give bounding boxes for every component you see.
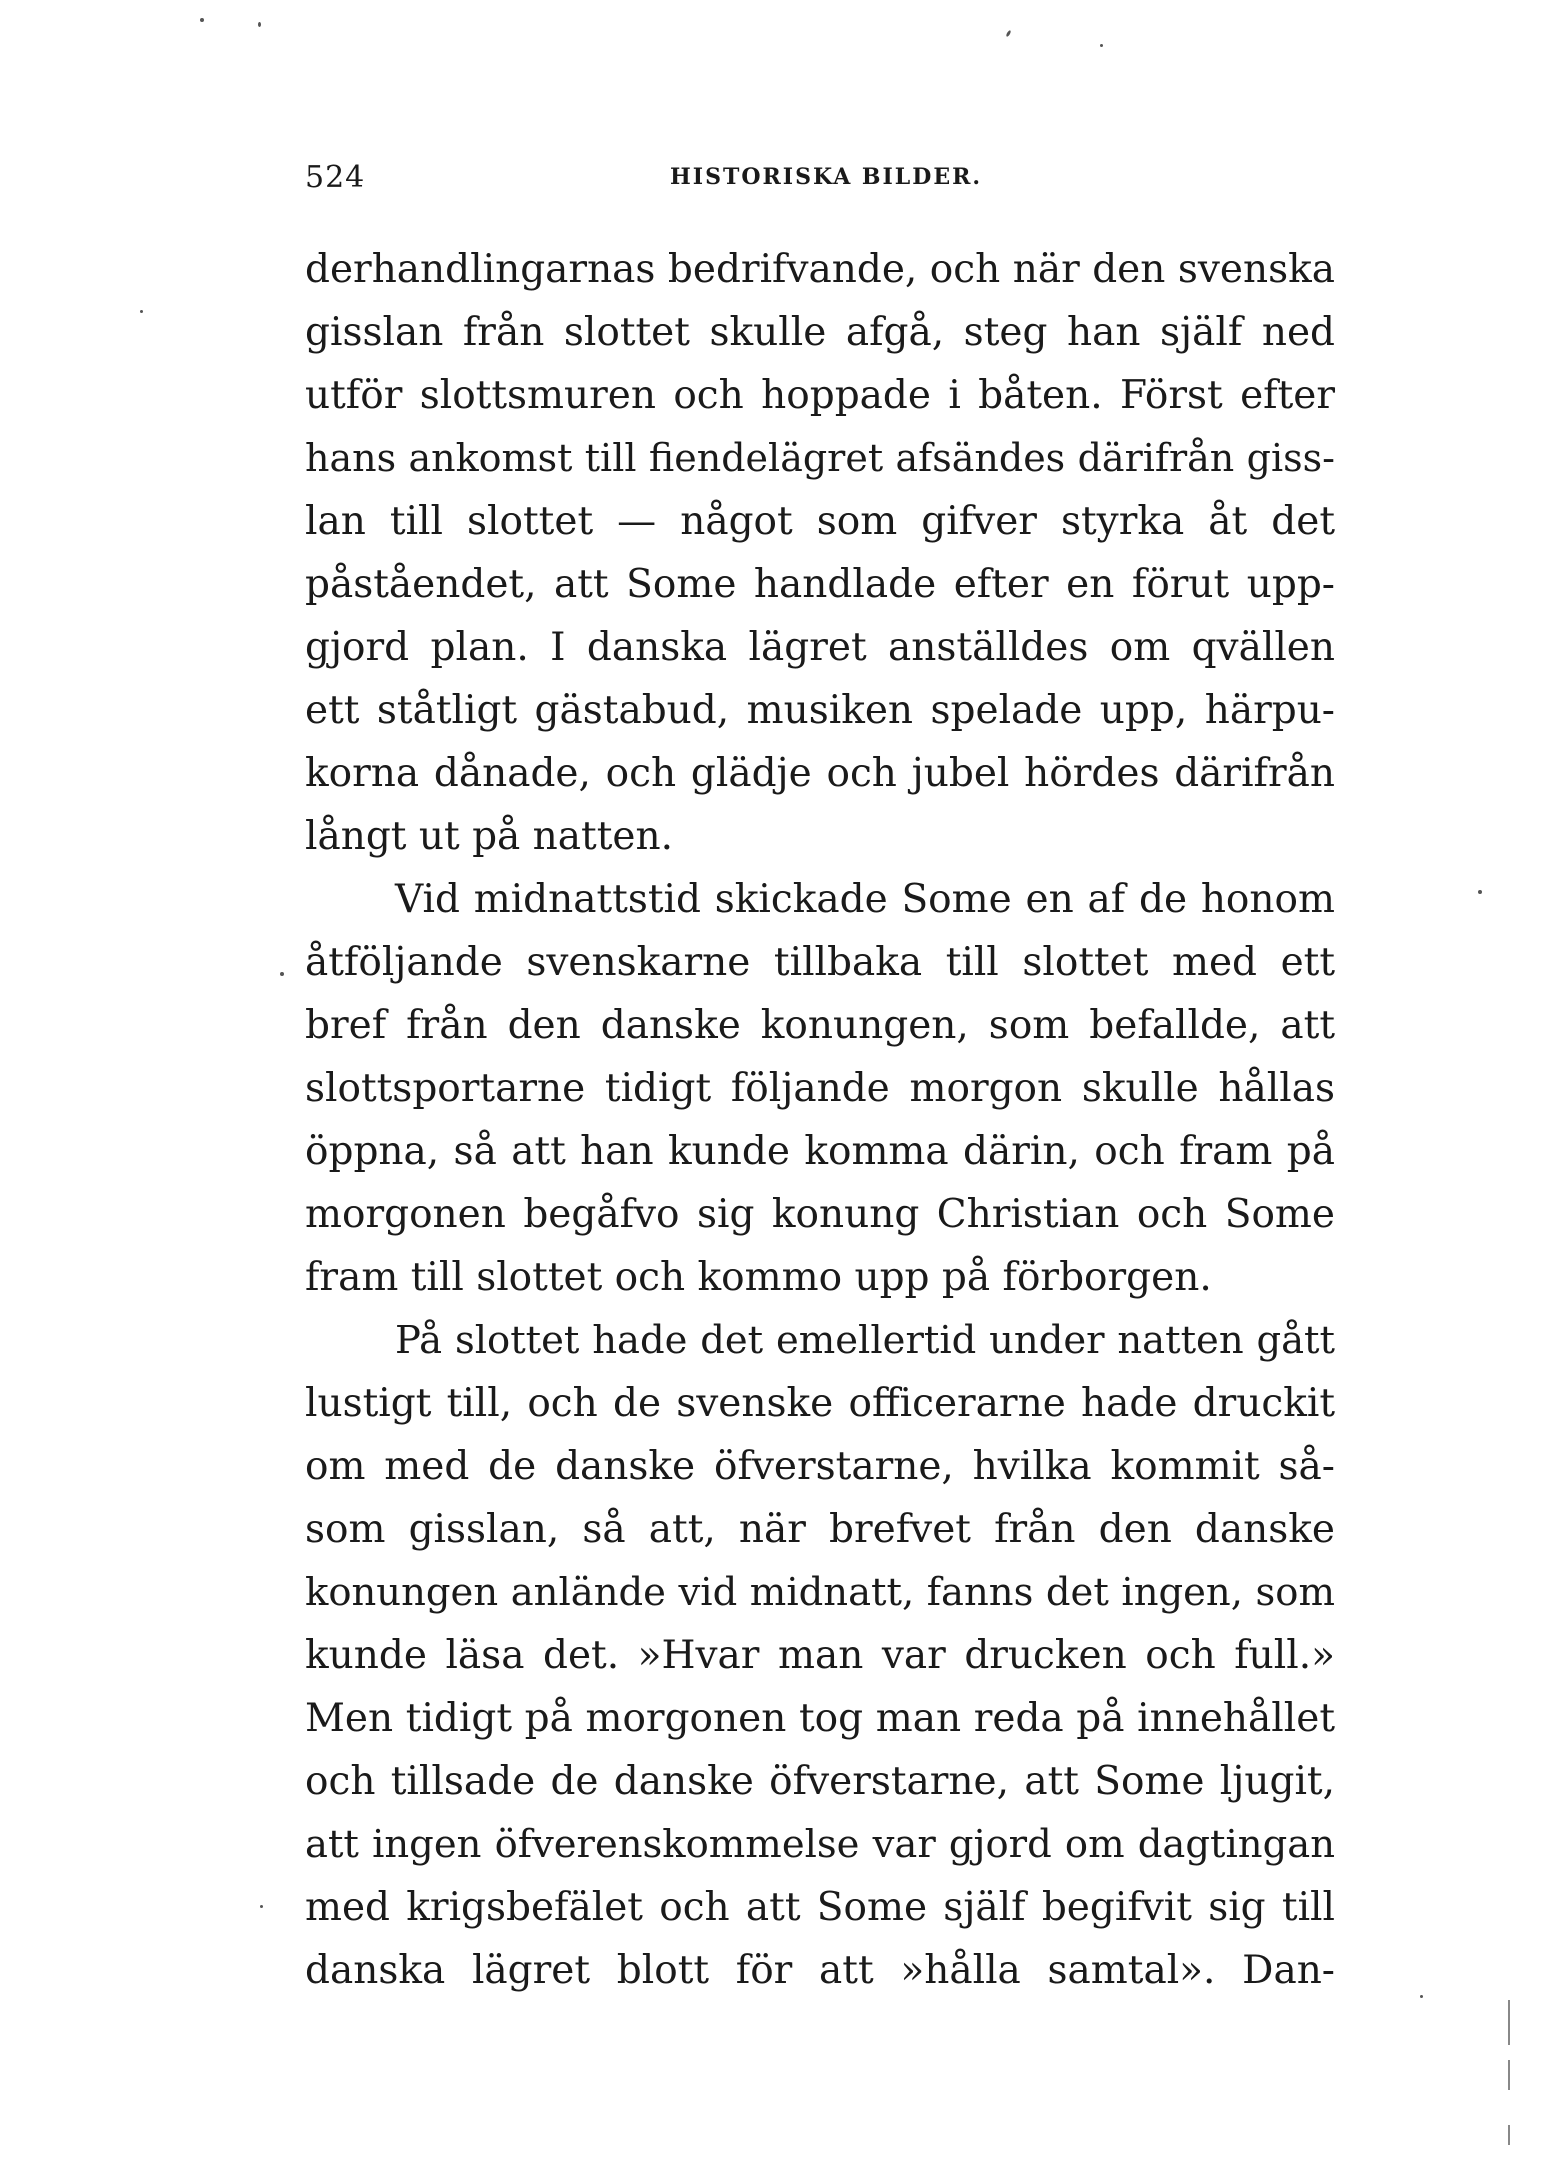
- text-line: På slottet hade det emellertid under natten gått: [395, 1318, 1335, 1363]
- text-line: derhandlingarnas bedrifvande, och när den svenska: [305, 247, 1335, 292]
- scan-speck: [1478, 890, 1482, 894]
- scan-speck: [200, 18, 204, 22]
- text-line: danska lägret blott för att »hålla samtal». Dan-: [305, 1948, 1335, 1993]
- text-line: långt ut på natten.: [305, 814, 673, 859]
- text-line: Men tidigt på morgonen tog man reda på innehållet: [305, 1696, 1335, 1741]
- scan-speck: [258, 22, 261, 27]
- text-line: lan till slottet — något som gifver styrka åt det: [305, 499, 1335, 544]
- text-line: om med de danske öfverstarne, hvilka kommit så-: [305, 1444, 1335, 1489]
- text-line: bref från den danske konungen, som befallde, att: [305, 1003, 1335, 1048]
- text-line: som gisslan, så att, när brefvet från den danske: [305, 1507, 1335, 1552]
- text-line: gisslan från slottet skulle afgå, steg han själf ned: [305, 310, 1335, 355]
- text-line: öppna, så att han kunde komma därin, och fram på: [305, 1129, 1335, 1174]
- paragraph-3: [305, 1309, 1335, 2002]
- scan-edge-mark: [1508, 2125, 1510, 2145]
- body-text: [305, 238, 1335, 2002]
- scan-edge-mark: [1508, 2000, 1510, 2045]
- scan-speck: [280, 972, 284, 976]
- text-line: hans ankomst till fiendelägret afsändes därifrån giss-: [305, 436, 1335, 480]
- paragraph-1: [305, 238, 1335, 868]
- text-line: gjord plan. I danska lägret anställdes om qvällen: [305, 625, 1335, 670]
- text-line: lustigt till, och de svenske officerarne hade druckit: [305, 1381, 1335, 1426]
- text-line: åtföljande svenskarne tillbaka till slottet med ett: [305, 940, 1335, 985]
- text-line: med krigsbefälet och att Some själf begifvit sig till: [305, 1885, 1335, 1930]
- text-line: konungen anlände vid midnatt, fanns det ingen, som: [305, 1570, 1335, 1615]
- page-number: 524: [305, 160, 366, 195]
- paragraph-2: [305, 868, 1335, 1309]
- text-line: och tillsade de danske öfverstarne, att Some ljugit,: [305, 1759, 1335, 1804]
- text-line: korna dånade, och glädje och jubel hördes därifrån: [305, 751, 1335, 796]
- scan-speck: [260, 1905, 263, 1908]
- scan-speck: [1100, 44, 1103, 47]
- scan-speck: [1420, 1995, 1423, 1998]
- text-line: morgonen begåfvo sig konung Christian och Some: [305, 1192, 1335, 1237]
- scan-speck: [1005, 30, 1011, 38]
- text-line: ett ståtligt gästabud, musiken spelade upp, härpu-: [305, 688, 1335, 733]
- text-line: utför slottsmuren och hoppade i båten. Först efter: [305, 373, 1335, 418]
- scan-edge-mark: [1508, 2060, 1510, 2090]
- text-line: att ingen öfverenskommelse var gjord om dagtingan: [305, 1822, 1335, 1867]
- text-line: påståendet, att Some handlade efter en förut upp-: [305, 562, 1335, 607]
- text-line: kunde läsa det. »Hvar man var drucken och full.»: [305, 1633, 1335, 1678]
- running-title: HISTORISKA BILDER.: [670, 164, 983, 190]
- text-line: slottsportarne tidigt följande morgon skulle hållas: [305, 1066, 1335, 1111]
- scan-speck: [140, 310, 143, 313]
- running-head: [305, 160, 1335, 200]
- text-line: fram till slottet och kommo upp på förborgen.: [305, 1255, 1212, 1300]
- text-line: Vid midnattstid skickade Some en af de honom: [395, 877, 1335, 922]
